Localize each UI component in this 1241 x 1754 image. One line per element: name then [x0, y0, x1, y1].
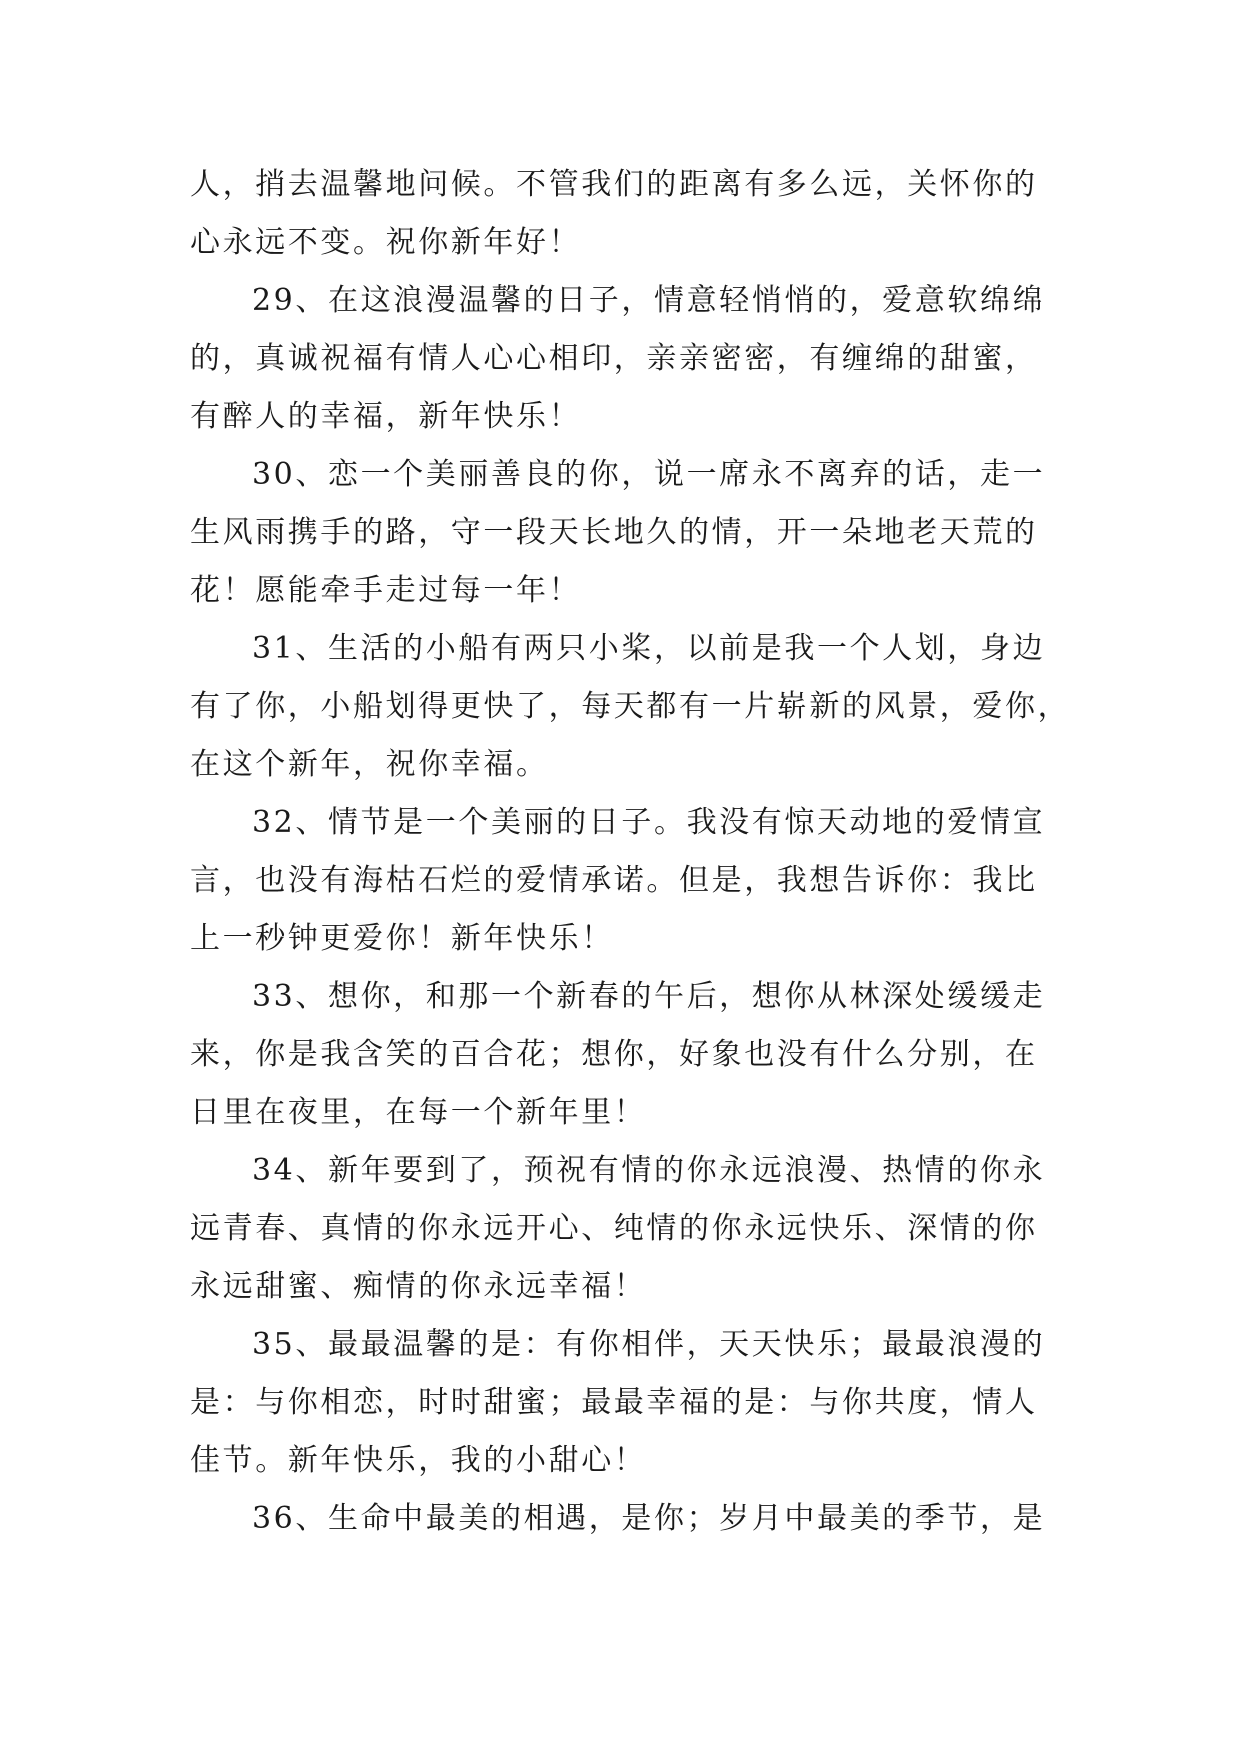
- paragraph-line: 33、想你，和那一个新春的午后，想你从林深处缓缓走: [252, 979, 1046, 1014]
- paragraph-line: 上一秒钟更爱你！新年快乐！: [190, 921, 614, 956]
- paragraph-line: 人，捎去温馨地问候。不管我们的距离有多么远，关怀你的: [190, 167, 1038, 202]
- paragraph-line: 佳节。新年快乐，我的小甜心！: [190, 1443, 647, 1478]
- paragraph-item-31: [190, 620, 1071, 794]
- paragraph-item-34: [190, 1142, 1050, 1316]
- paragraph-line: 31、生活的小船有两只小桨，以前是我一个人划，身边: [252, 631, 1046, 666]
- paragraph-item-35: [190, 1316, 1050, 1490]
- paragraph-line: 生风雨携手的路，守一段天长地久的情，开一朵地老天荒的: [190, 515, 1038, 550]
- paragraph-line: 在这个新年，祝你幸福。: [190, 747, 549, 782]
- paragraph-line: 35、最最温馨的是：有你相伴，天天快乐；最最浪漫的: [252, 1327, 1046, 1362]
- paragraph-line: 远青春、真情的你永远开心、纯情的你永远快乐、深情的你: [190, 1211, 1038, 1246]
- paragraph-line: 日里在夜里，在每一个新年里！: [190, 1095, 647, 1130]
- paragraph-item-29: [190, 272, 1050, 446]
- paragraph-item-36: [190, 1490, 1050, 1548]
- paragraph-line: 29、在这浪漫温馨的日子，情意轻悄悄的，爱意软绵绵: [252, 283, 1046, 318]
- paragraph-item-30: [190, 446, 1050, 620]
- paragraph-line: 的，真诚祝福有情人心心相印，亲亲密密，有缠绵的甜蜜，: [190, 341, 1038, 376]
- paragraph-line: 是：与你相恋，时时甜蜜；最最幸福的是：与你共度，情人: [190, 1385, 1038, 1420]
- paragraph-line: 34、新年要到了，预祝有情的你永远浪漫、热情的你永: [252, 1153, 1046, 1188]
- document-body: [190, 156, 1071, 1548]
- paragraph-line: 永远甜蜜、痴情的你永远幸福！: [190, 1269, 647, 1304]
- paragraph-line: 有了你，小船划得更快了，每天都有一片崭新的风景，爱你，: [190, 689, 1071, 724]
- paragraph-line: 有醉人的幸福，新年快乐！: [190, 399, 582, 434]
- paragraph-item-33: [190, 968, 1050, 1142]
- paragraph-continuation: [190, 156, 1050, 272]
- paragraph-line: 言，也没有海枯石烂的爱情承诺。但是，我想告诉你：我比: [190, 863, 1038, 898]
- paragraph-line: 心永远不变。祝你新年好！: [190, 225, 582, 260]
- paragraph-line: 36、生命中最美的相遇，是你；岁月中最美的季节，是: [252, 1501, 1046, 1536]
- paragraph-line: 花！愿能牵手走过每一年！: [190, 573, 582, 608]
- paragraph-item-32: [190, 794, 1050, 968]
- paragraph-line: 来，你是我含笑的百合花；想你，好象也没有什么分别，在: [190, 1037, 1038, 1072]
- paragraph-line: 30、恋一个美丽善良的你，说一席永不离弃的话，走一: [252, 457, 1046, 492]
- paragraph-line: 32、情节是一个美丽的日子。我没有惊天动地的爱情宣: [252, 805, 1046, 840]
